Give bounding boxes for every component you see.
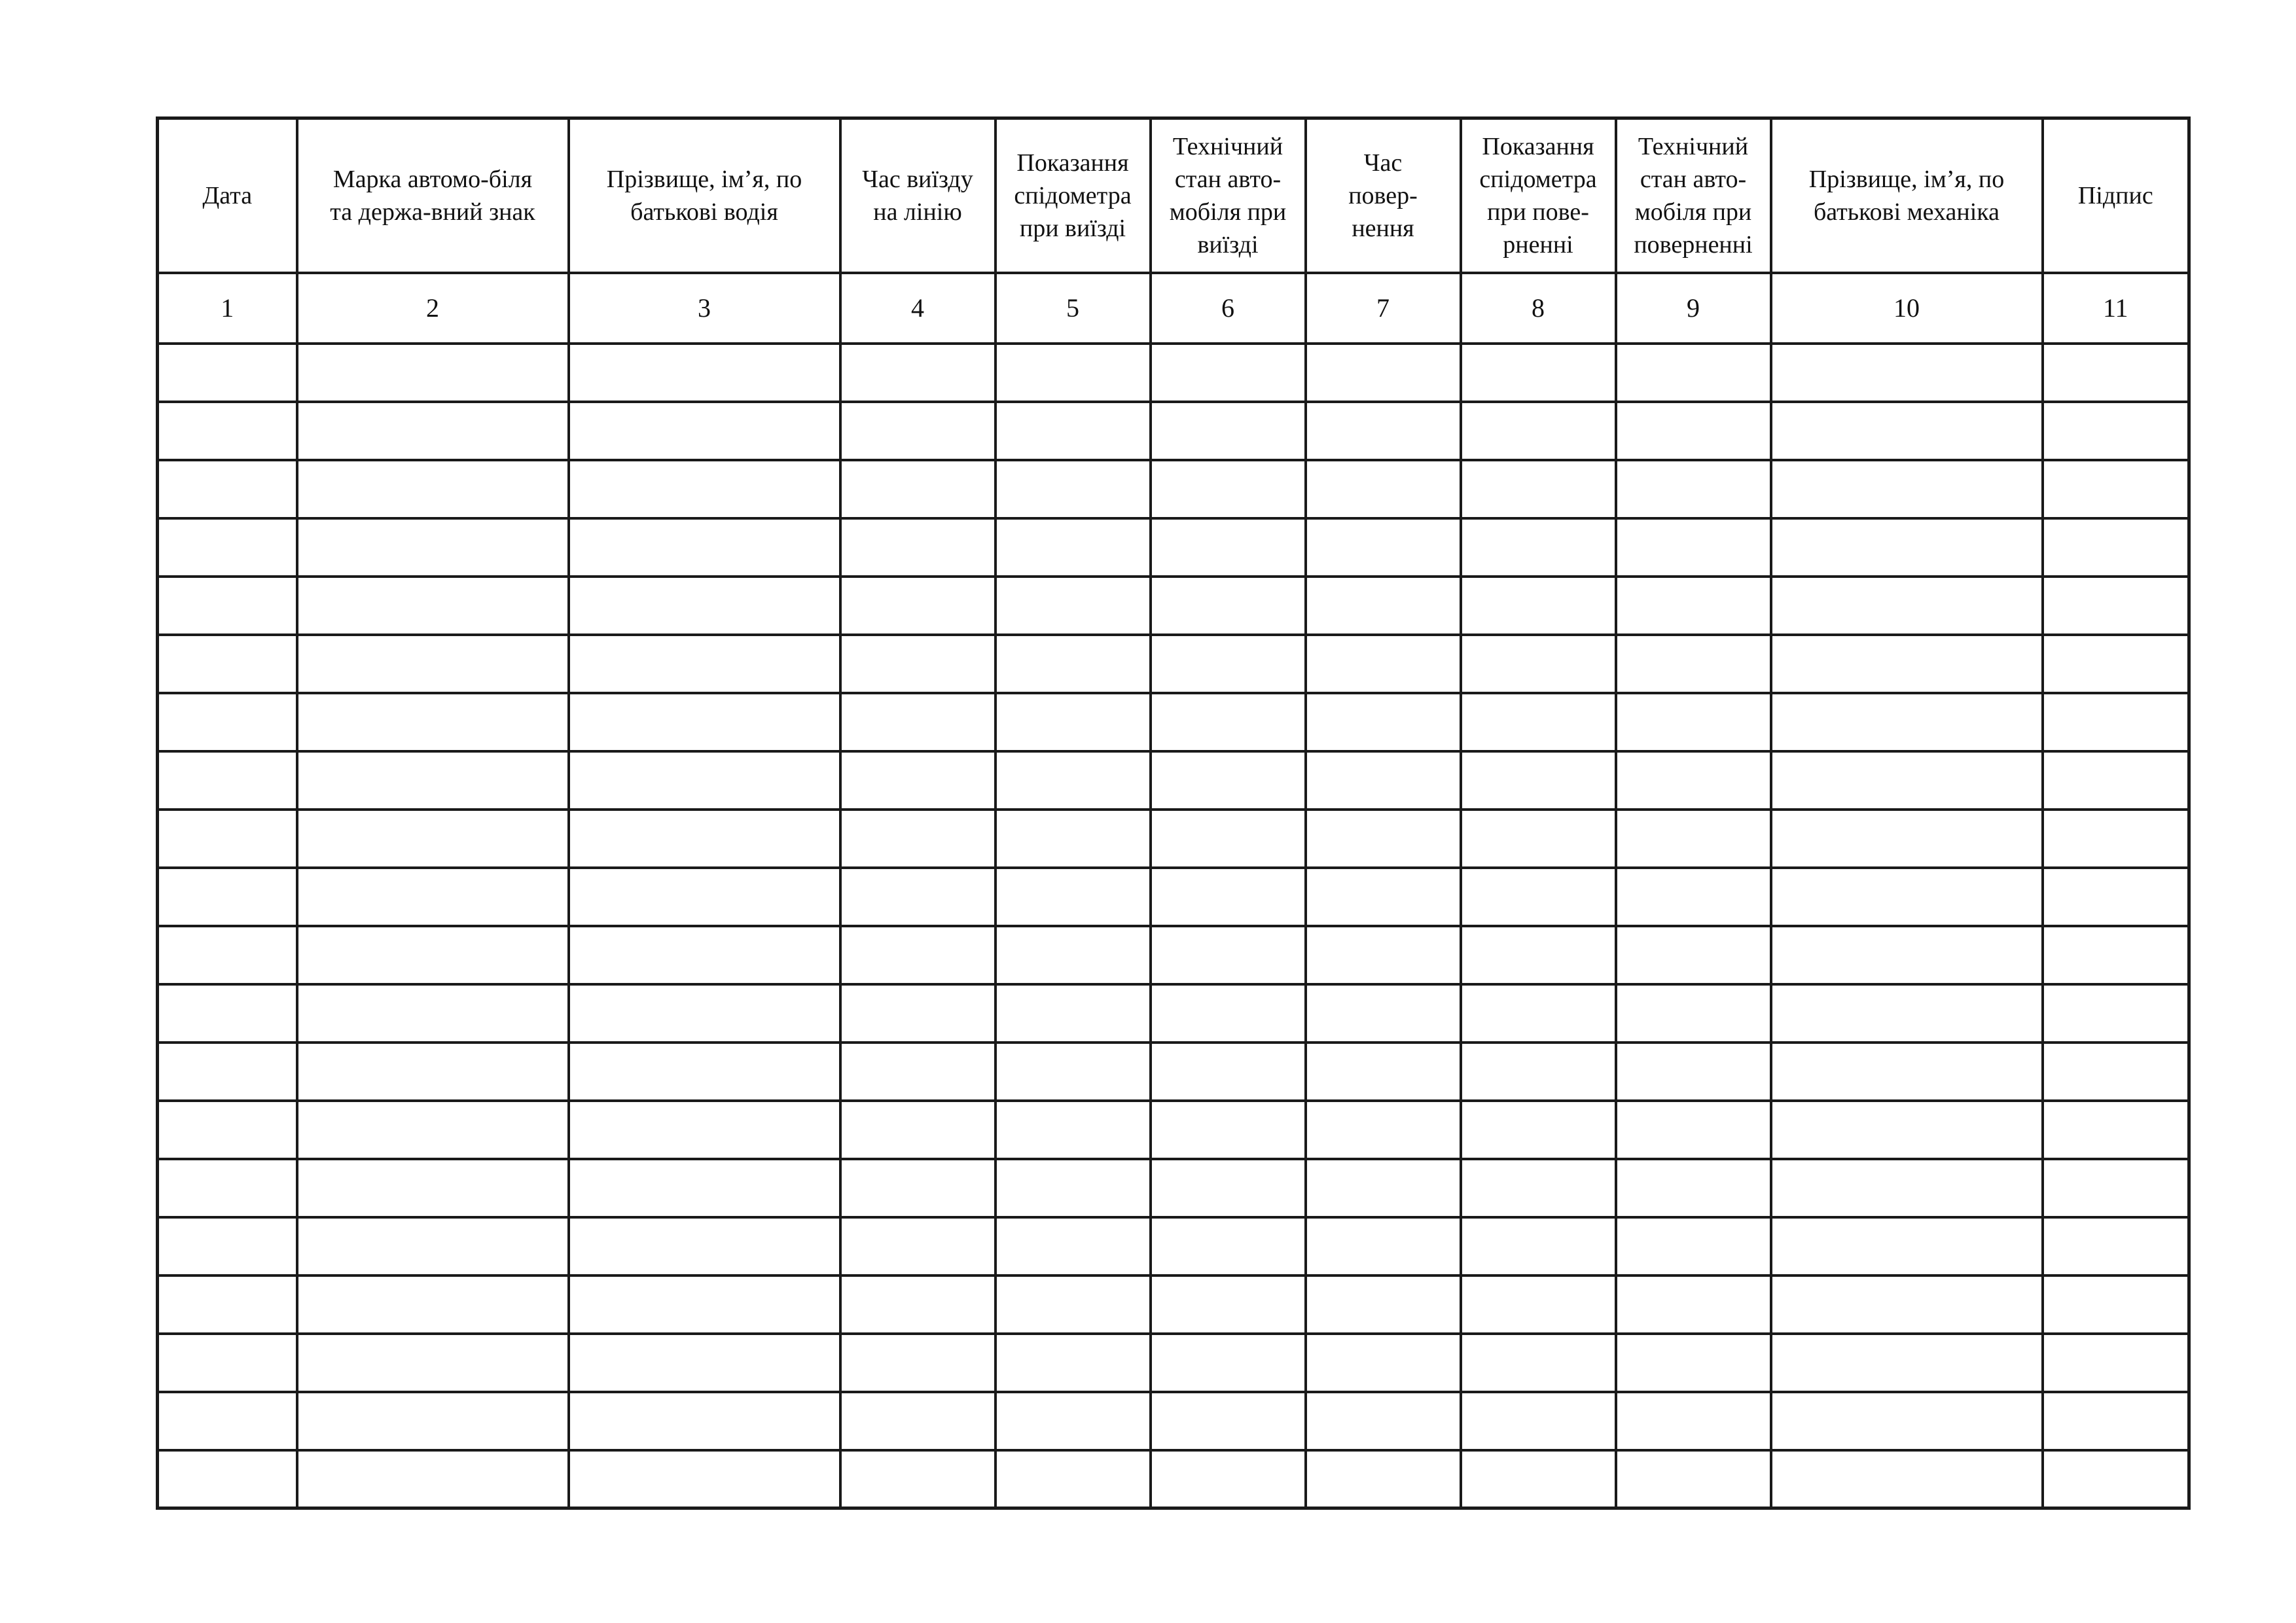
- blank-entry-cell: [1771, 810, 2043, 868]
- blank-entry-cell: [2043, 1392, 2189, 1450]
- blank-entry-cell: [840, 1334, 996, 1392]
- blank-entry-cell: [1306, 1101, 1461, 1159]
- blank-entry-cell: [2043, 1159, 2189, 1217]
- blank-entry-cell: [1151, 1159, 1306, 1217]
- header-signature: [2043, 118, 2189, 273]
- header-vehicle-brand-plate-label: Марка автомо-біля та держа-вний знак: [330, 165, 535, 226]
- blank-entry-cell: [1151, 402, 1306, 460]
- blank-entry-cell: [2043, 751, 2189, 810]
- blank-entry-cell: [1616, 926, 1771, 984]
- header-odometer-departure-label: Показання спідометра при виїзді: [1014, 149, 1132, 242]
- blank-entry-cell: [569, 1450, 840, 1508]
- blank-entry-cell: [1771, 635, 2043, 693]
- header-signature-label: Підпис: [2077, 181, 2153, 209]
- blank-entry-cell: [297, 751, 569, 810]
- blank-entry-cell: [1616, 1043, 1771, 1101]
- blank-entry-cell: [840, 1275, 996, 1334]
- blank-entry-cell: [840, 751, 996, 810]
- blank-entry-cell: [840, 1101, 996, 1159]
- blank-entry-cell: [158, 984, 297, 1043]
- blank-entry-cell: [996, 635, 1151, 693]
- blank-entry-cell: [2043, 693, 2189, 751]
- table-row: [158, 460, 2189, 518]
- blank-entry-cell: [1306, 1275, 1461, 1334]
- blank-entry-cell: [2043, 518, 2189, 577]
- blank-entry-cell: [158, 344, 297, 402]
- blank-entry-cell: [1771, 577, 2043, 635]
- blank-entry-cell: [996, 1275, 1151, 1334]
- blank-entry-cell: [1461, 926, 1616, 984]
- header-odometer-departure: [996, 118, 1151, 273]
- blank-entry-cell: [1306, 460, 1461, 518]
- blank-entry-cell: [1461, 1043, 1616, 1101]
- blank-entry-cell: [1461, 635, 1616, 693]
- blank-entry-cell: [1616, 1275, 1771, 1334]
- blank-entry-cell: [1771, 518, 2043, 577]
- blank-entry-cell: [297, 868, 569, 926]
- blank-entry-cell: [1616, 1217, 1771, 1275]
- blank-entry-cell: [1151, 518, 1306, 577]
- blank-entry-cell: [2043, 1043, 2189, 1101]
- header-tech-state-return: [1616, 118, 1771, 273]
- blank-entry-cell: [1616, 1392, 1771, 1450]
- table-row: [158, 1043, 2189, 1101]
- column-number: 2: [297, 273, 569, 344]
- blank-entry-cell: [1771, 1450, 2043, 1508]
- blank-entry-cell: [1771, 1334, 2043, 1392]
- column-number: 9: [1616, 273, 1771, 344]
- blank-entry-cell: [996, 460, 1151, 518]
- blank-entry-cell: [1151, 926, 1306, 984]
- blank-entry-cell: [1461, 751, 1616, 810]
- blank-entry-cell: [1461, 344, 1616, 402]
- blank-entry-cell: [569, 1392, 840, 1450]
- blank-entry-cell: [996, 1159, 1151, 1217]
- blank-entry-cell: [158, 1334, 297, 1392]
- blank-entry-cell: [1771, 984, 2043, 1043]
- header-odometer-return-label: Показання спідометра при пове- рненні: [1479, 132, 1597, 259]
- blank-entry-cell: [1616, 402, 1771, 460]
- table-row: [158, 868, 2189, 926]
- blank-entry-cell: [569, 344, 840, 402]
- blank-entry-cell: [2043, 1334, 2189, 1392]
- blank-entry-cell: [1461, 402, 1616, 460]
- table-row: [158, 1217, 2189, 1275]
- blank-entry-cell: [569, 868, 840, 926]
- blank-entry-cell: [1306, 635, 1461, 693]
- blank-entry-cell: [297, 577, 569, 635]
- vehicle-release-log-table: [156, 116, 2191, 1510]
- blank-entry-cell: [297, 402, 569, 460]
- blank-entry-cell: [1306, 518, 1461, 577]
- header-date-label: Дата: [202, 181, 253, 209]
- column-number: 6: [1151, 273, 1306, 344]
- table-row: [158, 577, 2189, 635]
- blank-entry-cell: [1151, 1450, 1306, 1508]
- table-row: [158, 635, 2189, 693]
- blank-entry-cell: [1771, 868, 2043, 926]
- blank-entry-cell: [1616, 344, 1771, 402]
- blank-entry-cell: [996, 518, 1151, 577]
- blank-entry-cell: [1461, 460, 1616, 518]
- blank-entry-cell: [569, 402, 840, 460]
- blank-entry-cell: [1306, 402, 1461, 460]
- table-row: [158, 693, 2189, 751]
- blank-entry-cell: [996, 751, 1151, 810]
- blank-entry-cell: [297, 460, 569, 518]
- blank-entry-cell: [569, 1043, 840, 1101]
- header-departure-time: [840, 118, 996, 273]
- blank-entry-cell: [158, 926, 297, 984]
- blank-entry-cell: [840, 635, 996, 693]
- blank-entry-cell: [158, 1450, 297, 1508]
- blank-entry-cell: [158, 810, 297, 868]
- blank-entry-cell: [996, 577, 1151, 635]
- blank-entry-cell: [1306, 577, 1461, 635]
- blank-entry-cell: [158, 751, 297, 810]
- blank-entry-cell: [2043, 984, 2189, 1043]
- column-number: 7: [1306, 273, 1461, 344]
- blank-entry-cell: [2043, 1275, 2189, 1334]
- blank-entry-cell: [569, 1159, 840, 1217]
- table-row: [158, 810, 2189, 868]
- blank-entry-cell: [996, 1450, 1151, 1508]
- header-vehicle-brand-plate: [297, 118, 569, 273]
- blank-entry-cell: [1306, 693, 1461, 751]
- blank-entry-cell: [1151, 1275, 1306, 1334]
- blank-entry-cell: [840, 984, 996, 1043]
- blank-entry-cell: [1461, 1101, 1616, 1159]
- blank-entry-cell: [1616, 693, 1771, 751]
- blank-entry-cell: [1306, 751, 1461, 810]
- blank-entry-cell: [2043, 1450, 2189, 1508]
- blank-entry-cell: [1771, 1275, 2043, 1334]
- blank-entry-cell: [158, 1159, 297, 1217]
- blank-entry-cell: [996, 984, 1151, 1043]
- blank-entry-cell: [1306, 1334, 1461, 1392]
- blank-entry-cell: [569, 577, 840, 635]
- blank-entry-cell: [840, 1392, 996, 1450]
- blank-entry-cell: [1461, 1334, 1616, 1392]
- blank-entry-cell: [1771, 693, 2043, 751]
- blank-entry-cell: [1771, 1217, 2043, 1275]
- blank-entry-cell: [297, 1217, 569, 1275]
- blank-entry-cell: [297, 1450, 569, 1508]
- blank-entry-cell: [996, 1392, 1151, 1450]
- blank-entry-cell: [996, 1217, 1151, 1275]
- blank-entry-cell: [996, 344, 1151, 402]
- blank-entry-cell: [569, 1217, 840, 1275]
- blank-entry-cell: [1151, 751, 1306, 810]
- blank-entry-cell: [1151, 868, 1306, 926]
- blank-entry-cell: [569, 518, 840, 577]
- blank-entry-cell: [1771, 402, 2043, 460]
- blank-entry-cell: [569, 984, 840, 1043]
- blank-entry-cell: [1306, 1217, 1461, 1275]
- blank-entry-cell: [569, 1275, 840, 1334]
- blank-entry-cell: [996, 810, 1151, 868]
- blank-entry-cell: [297, 984, 569, 1043]
- blank-entry-cell: [158, 693, 297, 751]
- blank-entry-cell: [297, 1334, 569, 1392]
- blank-entry-cell: [1306, 810, 1461, 868]
- blank-entry-cell: [1151, 693, 1306, 751]
- table-row: [158, 1101, 2189, 1159]
- header-mechanic-name: [1771, 118, 2043, 273]
- blank-entry-cell: [2043, 577, 2189, 635]
- blank-entry-cell: [1616, 751, 1771, 810]
- table-row: [158, 1392, 2189, 1450]
- header-departure-time-label: Час виїзду на лінію: [862, 165, 973, 226]
- blank-entry-cell: [569, 1334, 840, 1392]
- blank-entry-cell: [158, 1275, 297, 1334]
- blank-entry-cell: [840, 460, 996, 518]
- blank-entry-cell: [1616, 577, 1771, 635]
- header-tech-state-departure: [1151, 118, 1306, 273]
- blank-entry-cell: [996, 1334, 1151, 1392]
- table-row: [158, 926, 2189, 984]
- blank-entry-cell: [297, 1159, 569, 1217]
- column-number: 5: [996, 273, 1151, 344]
- column-number: 4: [840, 273, 996, 344]
- blank-entry-cell: [840, 868, 996, 926]
- blank-entry-cell: [1461, 984, 1616, 1043]
- column-number: 1: [158, 273, 297, 344]
- blank-entry-cell: [1151, 460, 1306, 518]
- blank-entry-cell: [996, 693, 1151, 751]
- table-row: [158, 984, 2189, 1043]
- blank-entry-cell: [1461, 1159, 1616, 1217]
- blank-entry-cell: [1616, 810, 1771, 868]
- header-driver-name: [569, 118, 840, 273]
- blank-entry-cell: [569, 751, 840, 810]
- blank-entry-cell: [1771, 344, 2043, 402]
- blank-entry-cell: [1616, 1159, 1771, 1217]
- blank-entry-cell: [1771, 1101, 2043, 1159]
- blank-entry-cell: [1306, 1159, 1461, 1217]
- blank-entry-cell: [1616, 635, 1771, 693]
- blank-entry-cell: [840, 1450, 996, 1508]
- table-row: [158, 518, 2189, 577]
- blank-entry-cell: [2043, 635, 2189, 693]
- blank-entry-cell: [158, 1101, 297, 1159]
- blank-entry-cell: [1616, 1101, 1771, 1159]
- header-odometer-return: [1461, 118, 1616, 273]
- blank-entry-cell: [158, 518, 297, 577]
- header-return-time-label: Час повер- нення: [1348, 149, 1418, 242]
- blank-entry-cell: [840, 402, 996, 460]
- blank-entry-cell: [2043, 810, 2189, 868]
- blank-entry-cell: [297, 1043, 569, 1101]
- blank-entry-cell: [2043, 1217, 2189, 1275]
- blank-entry-cell: [297, 344, 569, 402]
- header-date: [158, 118, 297, 273]
- table-row: [158, 1159, 2189, 1217]
- column-number: 10: [1771, 273, 2043, 344]
- blank-entry-cell: [2043, 402, 2189, 460]
- blank-entry-cell: [1461, 693, 1616, 751]
- blank-entry-cell: [1151, 984, 1306, 1043]
- blank-entry-cell: [297, 1275, 569, 1334]
- column-header-row: [158, 118, 2189, 273]
- blank-entry-cell: [297, 518, 569, 577]
- blank-entry-cell: [2043, 926, 2189, 984]
- blank-entry-cell: [1151, 1217, 1306, 1275]
- blank-entry-cell: [158, 1043, 297, 1101]
- blank-entry-cell: [569, 460, 840, 518]
- blank-entry-cell: [1771, 1043, 2043, 1101]
- header-tech-state-departure-label: Технічний стан авто- мобіля при виїзді: [1169, 132, 1287, 259]
- blank-entry-cell: [2043, 460, 2189, 518]
- blank-entry-cell: [840, 693, 996, 751]
- blank-entry-cell: [840, 1043, 996, 1101]
- blank-entry-cell: [297, 1101, 569, 1159]
- blank-entry-cell: [1461, 1217, 1616, 1275]
- blank-entry-cell: [1151, 577, 1306, 635]
- blank-entry-cell: [1151, 635, 1306, 693]
- blank-entry-cell: [1461, 577, 1616, 635]
- column-number-row: [158, 273, 2189, 344]
- blank-entry-cell: [2043, 868, 2189, 926]
- blank-entry-cell: [1461, 868, 1616, 926]
- blank-entry-cell: [996, 926, 1151, 984]
- blank-entry-cell: [1616, 868, 1771, 926]
- table-row: [158, 1275, 2189, 1334]
- blank-entry-cell: [569, 926, 840, 984]
- blank-entry-cell: [297, 635, 569, 693]
- blank-entry-cell: [996, 1101, 1151, 1159]
- blank-entry-cell: [1151, 810, 1306, 868]
- log-entries: [158, 344, 2189, 1508]
- blank-entry-cell: [840, 518, 996, 577]
- table-row: [158, 751, 2189, 810]
- column-number: 11: [2043, 273, 2189, 344]
- blank-entry-cell: [840, 1217, 996, 1275]
- blank-entry-cell: [1306, 868, 1461, 926]
- blank-entry-cell: [297, 1392, 569, 1450]
- blank-entry-cell: [840, 1159, 996, 1217]
- blank-entry-cell: [1771, 751, 2043, 810]
- blank-entry-cell: [1461, 1450, 1616, 1508]
- header-tech-state-return-label: Технічний стан авто- мобіля при поверненні: [1634, 132, 1753, 259]
- blank-entry-cell: [1771, 1392, 2043, 1450]
- blank-entry-cell: [996, 402, 1151, 460]
- blank-entry-cell: [840, 810, 996, 868]
- blank-entry-cell: [1771, 460, 2043, 518]
- blank-entry-cell: [1306, 1450, 1461, 1508]
- blank-entry-cell: [1306, 984, 1461, 1043]
- blank-entry-cell: [1151, 1392, 1306, 1450]
- blank-entry-cell: [1616, 984, 1771, 1043]
- table-row: [158, 402, 2189, 460]
- table-row: [158, 1450, 2189, 1508]
- blank-entry-cell: [1771, 926, 2043, 984]
- blank-entry-cell: [569, 693, 840, 751]
- blank-entry-cell: [1306, 1392, 1461, 1450]
- blank-entry-cell: [1771, 1159, 2043, 1217]
- blank-entry-cell: [297, 926, 569, 984]
- blank-entry-cell: [996, 1043, 1151, 1101]
- header-return-time: [1306, 118, 1461, 273]
- blank-entry-cell: [297, 693, 569, 751]
- blank-entry-cell: [158, 635, 297, 693]
- blank-entry-cell: [1306, 344, 1461, 402]
- header-driver-name-label: Прізвище, ім’я, по батькові водія: [606, 165, 802, 226]
- blank-entry-cell: [1616, 1334, 1771, 1392]
- blank-entry-cell: [996, 868, 1151, 926]
- blank-entry-cell: [297, 810, 569, 868]
- blank-entry-cell: [158, 868, 297, 926]
- blank-entry-cell: [1306, 926, 1461, 984]
- blank-entry-cell: [1151, 1043, 1306, 1101]
- blank-entry-cell: [1461, 1392, 1616, 1450]
- blank-entry-cell: [158, 1392, 297, 1450]
- blank-entry-cell: [1616, 1450, 1771, 1508]
- blank-entry-cell: [158, 577, 297, 635]
- blank-entry-cell: [840, 344, 996, 402]
- blank-entry-cell: [1461, 810, 1616, 868]
- table-row: [158, 1334, 2189, 1392]
- blank-entry-cell: [1306, 1043, 1461, 1101]
- blank-entry-cell: [158, 460, 297, 518]
- blank-entry-cell: [840, 577, 996, 635]
- column-number: 3: [569, 273, 840, 344]
- blank-entry-cell: [2043, 1101, 2189, 1159]
- blank-entry-cell: [1151, 1334, 1306, 1392]
- blank-entry-cell: [1461, 1275, 1616, 1334]
- blank-entry-cell: [569, 1101, 840, 1159]
- blank-entry-cell: [840, 926, 996, 984]
- blank-entry-cell: [1461, 518, 1616, 577]
- blank-entry-cell: [1151, 344, 1306, 402]
- blank-entry-cell: [2043, 344, 2189, 402]
- blank-entry-cell: [569, 810, 840, 868]
- header-mechanic-name-label: Прізвище, ім’я, по батькові механіка: [1808, 165, 2005, 226]
- column-number: 8: [1461, 273, 1616, 344]
- blank-entry-cell: [158, 402, 297, 460]
- blank-entry-cell: [1151, 1101, 1306, 1159]
- blank-entry-cell: [569, 635, 840, 693]
- blank-entry-cell: [1616, 518, 1771, 577]
- blank-entry-cell: [158, 1217, 297, 1275]
- blank-entry-cell: [1616, 460, 1771, 518]
- table-row: [158, 344, 2189, 402]
